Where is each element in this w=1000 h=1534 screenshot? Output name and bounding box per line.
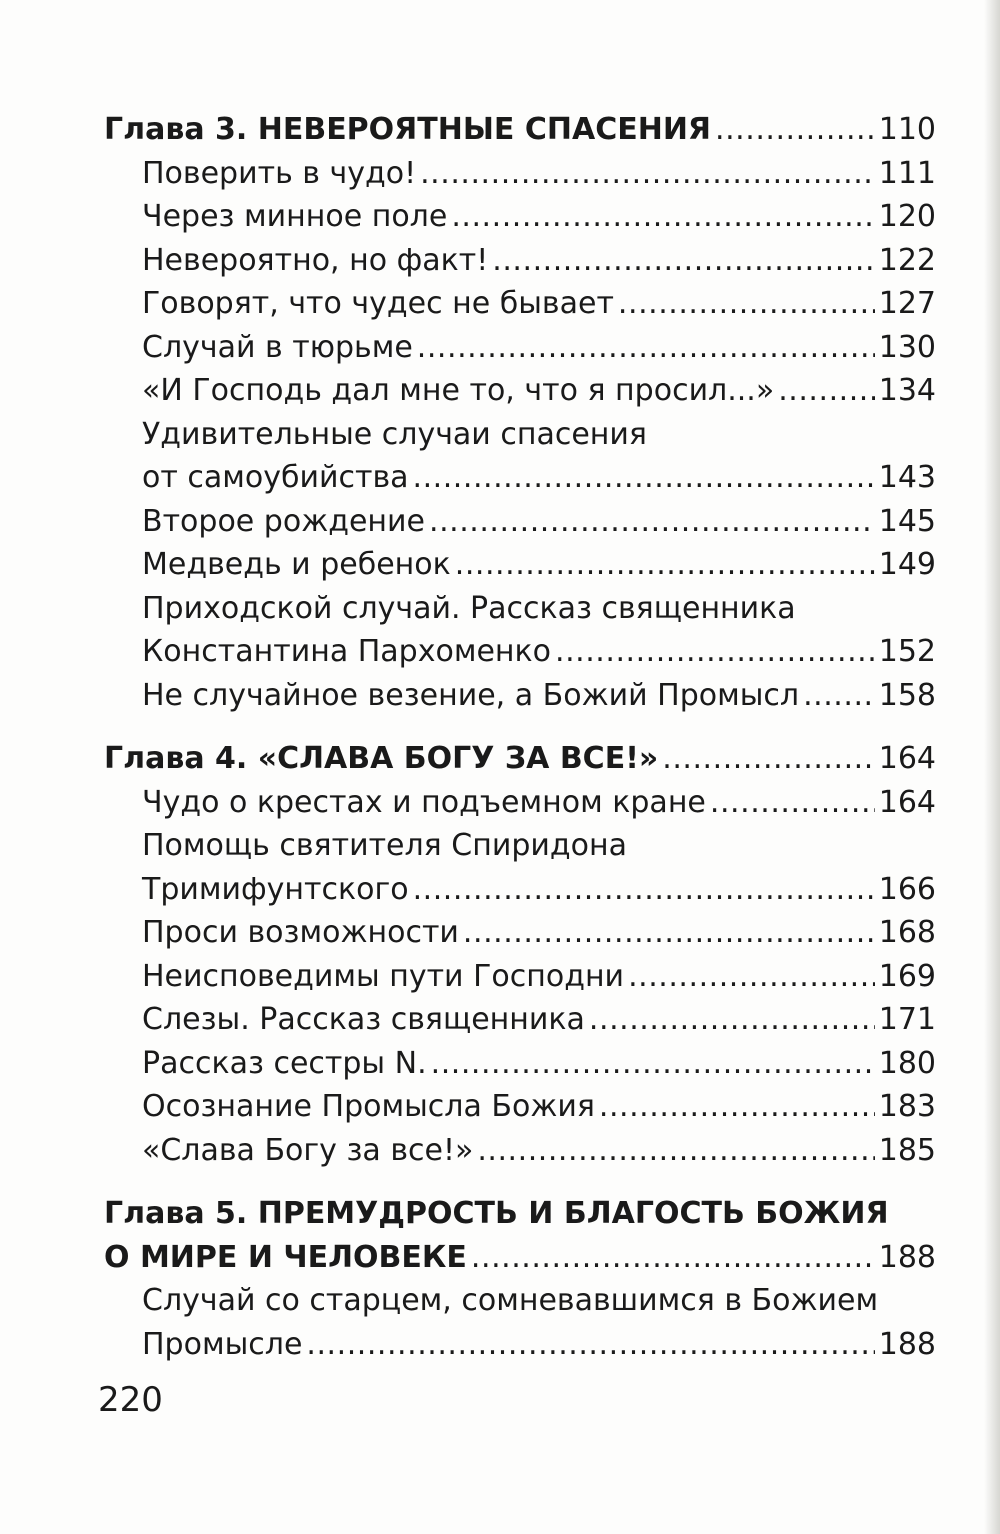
page-ref: 143 [878, 460, 936, 495]
dot-leader [599, 1085, 875, 1129]
toc-entry [100, 824, 936, 868]
entry-title: Чудо о крестах и подъемном кране [142, 784, 706, 820]
dot-leader [662, 737, 874, 781]
toc-entry [100, 1042, 936, 1086]
toc-entry [100, 1323, 936, 1367]
chapter-block [100, 1192, 936, 1366]
page-ref: 120 [878, 199, 936, 234]
page-ref: 152 [878, 634, 936, 669]
toc-entry [100, 543, 936, 587]
toc-entry [100, 587, 936, 631]
chapter-title: Глава 3. НЕВЕРОЯТНЫЕ СПАСЕНИЯ [104, 112, 712, 147]
entry-title: Говорят, что чудес не бывает [142, 286, 614, 321]
entry-title: Осознание Промысла Божия [142, 1089, 595, 1124]
entry-title: Константина Пархоменко [142, 634, 552, 669]
dot-leader [471, 1236, 875, 1280]
dot-leader [555, 630, 875, 674]
entry-title: Неисповедимы пути Господни [142, 958, 625, 994]
table-of-contents [100, 108, 936, 1386]
page-ref: 185 [878, 1132, 936, 1168]
entry-title: Приходской случай. Рассказ священника [142, 590, 796, 626]
entry-title: Слезы. Рассказ священника [142, 1002, 585, 1037]
dot-leader [628, 955, 875, 999]
dot-leader [413, 456, 875, 500]
toc-entry [100, 630, 936, 674]
chapter-heading [100, 1236, 936, 1280]
dot-leader [455, 543, 875, 587]
dot-leader [778, 369, 875, 413]
page-ref: 110 [878, 112, 936, 147]
dot-leader [451, 195, 874, 239]
entry-title: Второе рождение [142, 503, 425, 539]
dot-leader [420, 152, 875, 196]
toc-entry [100, 781, 936, 825]
dot-leader [306, 1323, 874, 1367]
toc-entry [100, 456, 936, 500]
page-ref: 180 [878, 1045, 936, 1081]
page-ref: 168 [878, 915, 936, 950]
entry-title: Невероятно, но факт! [142, 242, 489, 278]
page-ref: 127 [878, 286, 936, 321]
chapter-title: Глава 4. «СЛАВА БОГУ ЗА ВСЕ!» [104, 741, 659, 776]
page-ref: 122 [878, 242, 936, 278]
page-edge-shadow [984, 0, 1000, 1534]
toc-entry [100, 1129, 936, 1173]
dot-leader [413, 868, 875, 912]
chapter-heading [100, 108, 936, 152]
page-ref: 164 [878, 741, 936, 776]
toc-entry [100, 1279, 936, 1323]
toc-entry [100, 369, 936, 413]
dot-leader [589, 998, 875, 1042]
dot-leader [710, 781, 875, 825]
entry-title: Медведь и ребенок [142, 547, 451, 582]
chapter-title: Глава 5. ПРЕМУДРОСТЬ И БЛАГОСТЬ БОЖИЯ [104, 1196, 889, 1231]
page-ref: 171 [878, 1002, 936, 1037]
entry-title: Через минное поле [142, 199, 448, 234]
toc-entry [100, 868, 936, 912]
entry-title: Случай в тюрьме [142, 329, 413, 365]
page-ref: 169 [878, 958, 936, 994]
page-ref: 134 [878, 373, 936, 408]
entry-title: Рассказ сестры N. [142, 1045, 427, 1081]
page-ref: 164 [878, 784, 936, 820]
page-ref: 130 [878, 329, 936, 365]
toc-entry [100, 326, 936, 370]
entry-title: «И Господь дал мне то, что я просил...» [142, 373, 775, 408]
toc-entry [100, 955, 936, 999]
dot-leader [477, 1129, 874, 1173]
page-number: 220 [98, 1380, 163, 1420]
dot-leader [803, 674, 875, 718]
entry-title: «Слава Богу за все!» [142, 1132, 474, 1168]
page-ref: 166 [878, 871, 936, 907]
chapter-heading [100, 737, 936, 781]
toc-entry [100, 239, 936, 283]
toc-entry [100, 282, 936, 326]
toc-entry [100, 1085, 936, 1129]
toc-entry [100, 195, 936, 239]
entry-title: Промысле [142, 1326, 303, 1362]
page-ref: 188 [878, 1239, 936, 1275]
page-ref: 158 [878, 677, 936, 713]
entry-title: Не случайное везение, а Божий Промысл [142, 677, 800, 713]
chapter-block [100, 108, 936, 717]
page-ref: 183 [878, 1089, 936, 1124]
toc-entry [100, 674, 936, 718]
entry-title: Проси возможности [142, 915, 459, 950]
toc-entry [100, 998, 936, 1042]
dot-leader [492, 239, 874, 283]
dot-leader [715, 108, 875, 152]
page-ref: 149 [878, 547, 936, 582]
dot-leader [463, 911, 875, 955]
chapter-heading [100, 1192, 936, 1236]
entry-title: Поверить в чудо! [142, 155, 417, 191]
entry-title: Удивительные случаи спасения [142, 416, 647, 452]
dot-leader [618, 282, 875, 326]
page-ref: 188 [878, 1326, 936, 1362]
page-ref: 111 [878, 155, 936, 191]
chapter-block [100, 737, 936, 1172]
chapter-title: О МИРЕ И ЧЕЛОВЕКЕ [104, 1239, 467, 1275]
entry-title: Помощь святителя Спиридона [142, 828, 627, 863]
toc-entry [100, 500, 936, 544]
toc-entry [100, 911, 936, 955]
entry-title: от самоубийства [142, 460, 409, 495]
dot-leader [429, 500, 875, 544]
entry-title: Случай со старцем, сомневавшимся в Божием [142, 1283, 879, 1318]
toc-entry [100, 152, 936, 196]
dot-leader [431, 1042, 875, 1086]
dot-leader [417, 326, 875, 370]
toc-entry [100, 413, 936, 457]
page-ref: 145 [878, 503, 936, 539]
entry-title: Тримифунтского [142, 871, 409, 907]
